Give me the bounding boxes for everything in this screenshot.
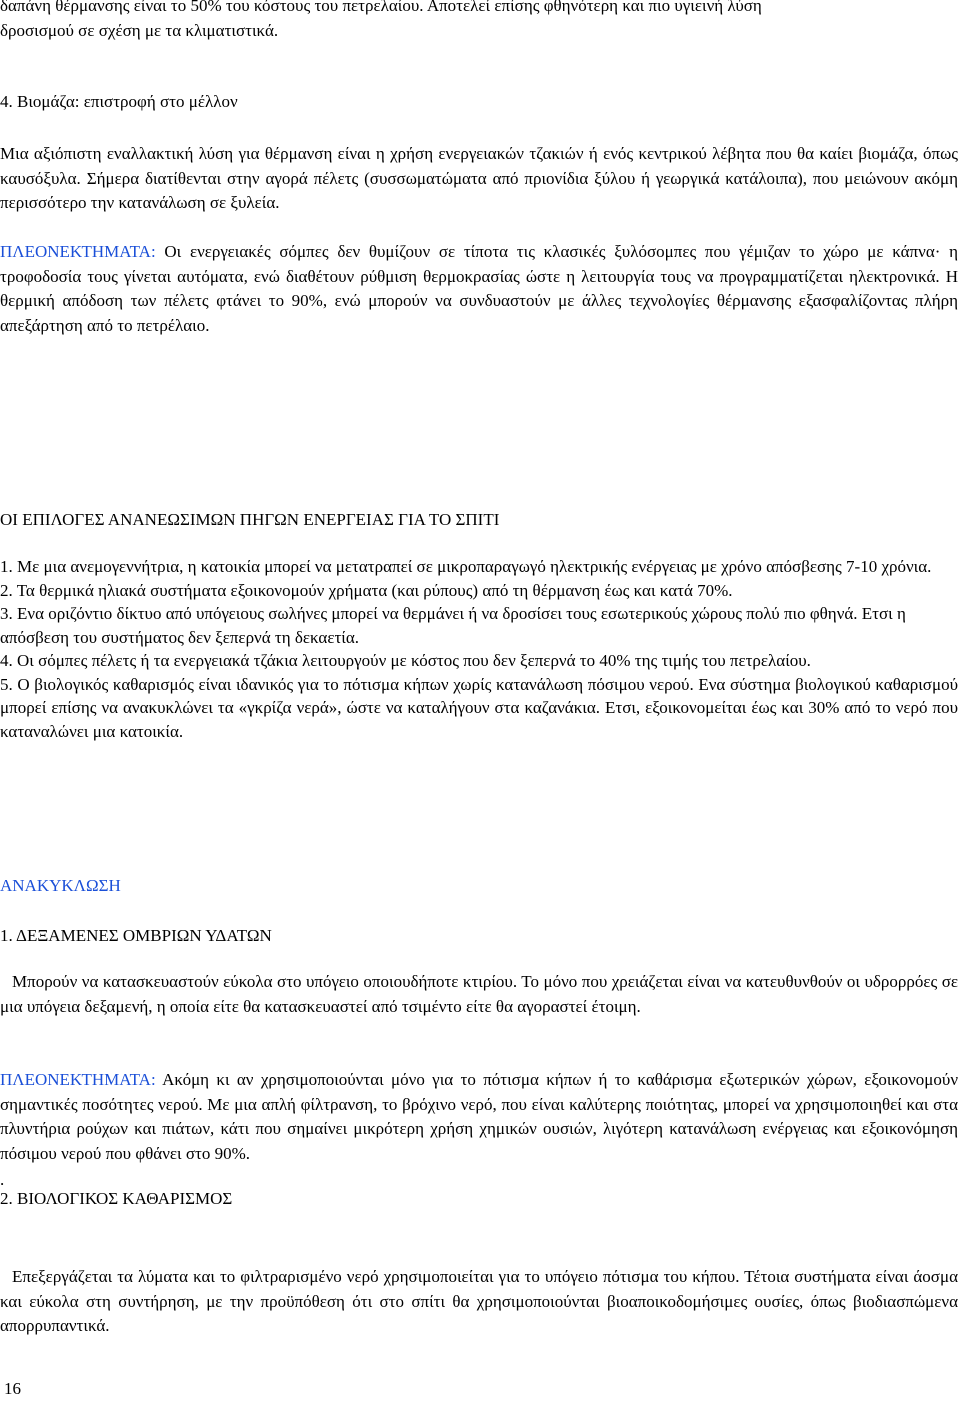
rainwater-paragraph: Μπορούν να κατασκευαστούν εύκολα στο υπόγειο οποιουδήποτε κτιρίου. Το μόνο που χρειάζεται είναι να κατευθυνθούν οι υδρορρόες σε μια υπόγεια δεξαμενή, η οποία είτε θα κατασκευαστεί από τσιμέντο είτε θα αγοραστεί έτοιμη. <box>0 972 958 1016</box>
intro-line-2: δροσισμού σε σχέση με τα κλιματιστικά. <box>0 20 279 40</box>
item-text: Ο βιολογικός καθαρισμός είναι ιδανικός για το πότισμα κήπων χωρίς κατανάλωση πόσιμου νερού. Ενα σύστημα βιολογικού καθαρισμού μπορεί επίσης να ανακυκλώνει τα «γκρίζα νερά», ώστε να καταλήγουν στα καζανάκια. Ετσι, εξοικονομείται έως και 30% από το νερό που καταναλώνει μια κατοικία. <box>0 674 958 741</box>
intro-line-1: δαπάνη θέρμανσης είναι το 50% του κόστους του πετρελαίου. Αποτελεί επίσης φθηνότερη και πιο υγιεινή λύση <box>0 0 762 15</box>
item-text: Οι σόμπες πέλετς ή τα ενεργειακά τζάκια λειτουργούν με κόστος που δεν ξεπερνά το 40% της τιμής του πετρελαίου. <box>17 651 811 670</box>
item-text: Με μια ανεμογεννήτρια, η κατοικία μπορεί να μετατραπεί σε μικροπαραγωγό ηλεκτρικής ενέργειας με χρόνο απόσβεσης 7-10 χρόνια. <box>17 557 932 576</box>
biomass-paragraph <box>0 142 958 216</box>
intro-paragraph <box>0 0 958 43</box>
item-number: 2. <box>0 580 13 600</box>
biomass-advantages <box>0 240 958 338</box>
separator-dot: . <box>0 1170 5 1189</box>
advantages-label: ΠΛΕΟΝΕΚΤΗΜΑΤΑ: <box>0 1070 156 1089</box>
biomass-advantages-text-b: Η θερμική απόδοση των πέλετς φτάνει το 90%, ενώ μπορούν να συνδυαστούν με άλλες τεχνολογίες θέρμανσης εξασφαλίζοντας πλήρη απεξάρτηση από το πετρέλαιο. <box>0 266 958 335</box>
list-item <box>0 649 958 673</box>
rainwater-heading: 1. ΔΕΞΑΜΕΝΕΣ ΟΜΒΡΙΩΝ ΥΔΑΤΩΝ <box>0 926 272 945</box>
recycling-heading: ΑΝΑΚΥΚΛΩΣΗ <box>0 876 121 895</box>
options-list <box>0 555 958 743</box>
list-item <box>0 579 958 603</box>
list-item <box>0 602 958 649</box>
item-number: 1. <box>0 557 13 576</box>
biological-cleaning-paragraph: Επεξεργάζεται τα λύματα και το φιλτραρισμένο νερό χρησιμοποιείται για το υπόγειο πότισμα του κήπου. Τέτοια συστήματα είναι άοσμα και εύκολα στη συντήρηση, με την προϋπόθεση ότι στο σπίτι θα χρησιμοποιούνται βιοαποικοδομήσιμες ουσίες, όπως βιοδιασπώμενα απορρυπαντικά. <box>0 1267 958 1335</box>
rainwater-advantages <box>0 1068 958 1166</box>
item-number: 4. <box>0 651 13 670</box>
list-item <box>0 555 958 579</box>
options-heading: ΟΙ ΕΠΙΛΟΓΕΣ ΑΝΑΝΕΩΣΙΜΩΝ ΠΗΓΩΝ ΕΝΕΡΓΕΙΑΣ ΓΙΑ ΤΟ ΣΠΙΤΙ <box>0 510 500 529</box>
advantages-label: ΠΛΕΟΝΕΚΤΗΜΑΤΑ: <box>0 242 156 261</box>
biomass-text-b: Σήμερα διατίθενται στην αγορά πέλετς (συσσωματώματα από πριονίδια ξύλου ή γεωργικά κατάλοιπα), που μειώνουν ακόμη περισσότερο την κατανάλωση σε ξυλεία. <box>0 168 959 212</box>
item-number: 3. <box>0 604 13 623</box>
page-number: 16 <box>4 1379 21 1398</box>
biomass-text-a: Μια αξιόπιστη εναλλακτική λύση για θέρμανση είναι η χρήση ενεργειακών τζακιών ή ενός κεντρικού λέβητα που θα καίει βιομάζα, όπως καυσόξυλα. <box>0 144 958 188</box>
rainwater-advantages-text-a: Ακόμη κι αν χρησιμοποιούνται μόνο για το πότισμα κήπων ή το καθάρισμα εξωτερικών χώρων, εξοικονομούν σημαντικές ποσότητες νερού. <box>0 1070 959 1114</box>
list-item <box>0 673 958 744</box>
item-number: 5. <box>0 674 13 694</box>
rainwater-advantages-text-b: Με μια απλή φίλτρανση, το βρόχινο νερό, που είναι καλύτερης ποιότητας, μπορεί να χρησιμοποιηθεί και στα πλυντήρια ρούχων και πιάτων, κάτι που σημαίνει μικρότερη χρήση χημικών ουσιών, λιγότερη κατανάλωση ενέργειας και εξοικονόμηση πόσιμου νερού που φθάνει στο 90%. <box>0 1094 958 1163</box>
biomass-heading: 4. Βιομάζα: επιστροφή στο μέλλον <box>0 92 238 111</box>
item-text: Τα θερμικά ηλιακά συστήματα εξοικονομούν χρήματα (και ρύπους) από τη θέρμανση έως και κατά 70%. <box>16 580 733 600</box>
item-text: Ενα οριζόντιο δίκτυο από υπόγειους σωλήνες μπορεί να θερμάνει ή να δροσίσει τους εσωτερικούς χώρους πολύ πιο φθηνά. Ετσι η απόσβεση του συστήματος δεν ξεπερνά τη δεκαετία. <box>0 604 906 647</box>
biomass-advantages-text-a: Οι ενεργειακές σόμπες δεν θυμίζουν σε τίποτα τις κλασικές ξυλόσομπες που γέμιζαν το χώρο με κάπνα· η τροφοδοσία τους γίνεται αυτόματα, ενώ διαθέτουν ρύθμιση θερμοκρασίας ώστε η λειτουργία τους να προγραμματίζεται ηλεκτρονικά. <box>0 242 958 286</box>
biological-cleaning-heading: 2. ΒΙΟΛΟΓΙΚΟΣ ΚΑΘΑΡΙΣΜΟΣ <box>0 1189 233 1208</box>
